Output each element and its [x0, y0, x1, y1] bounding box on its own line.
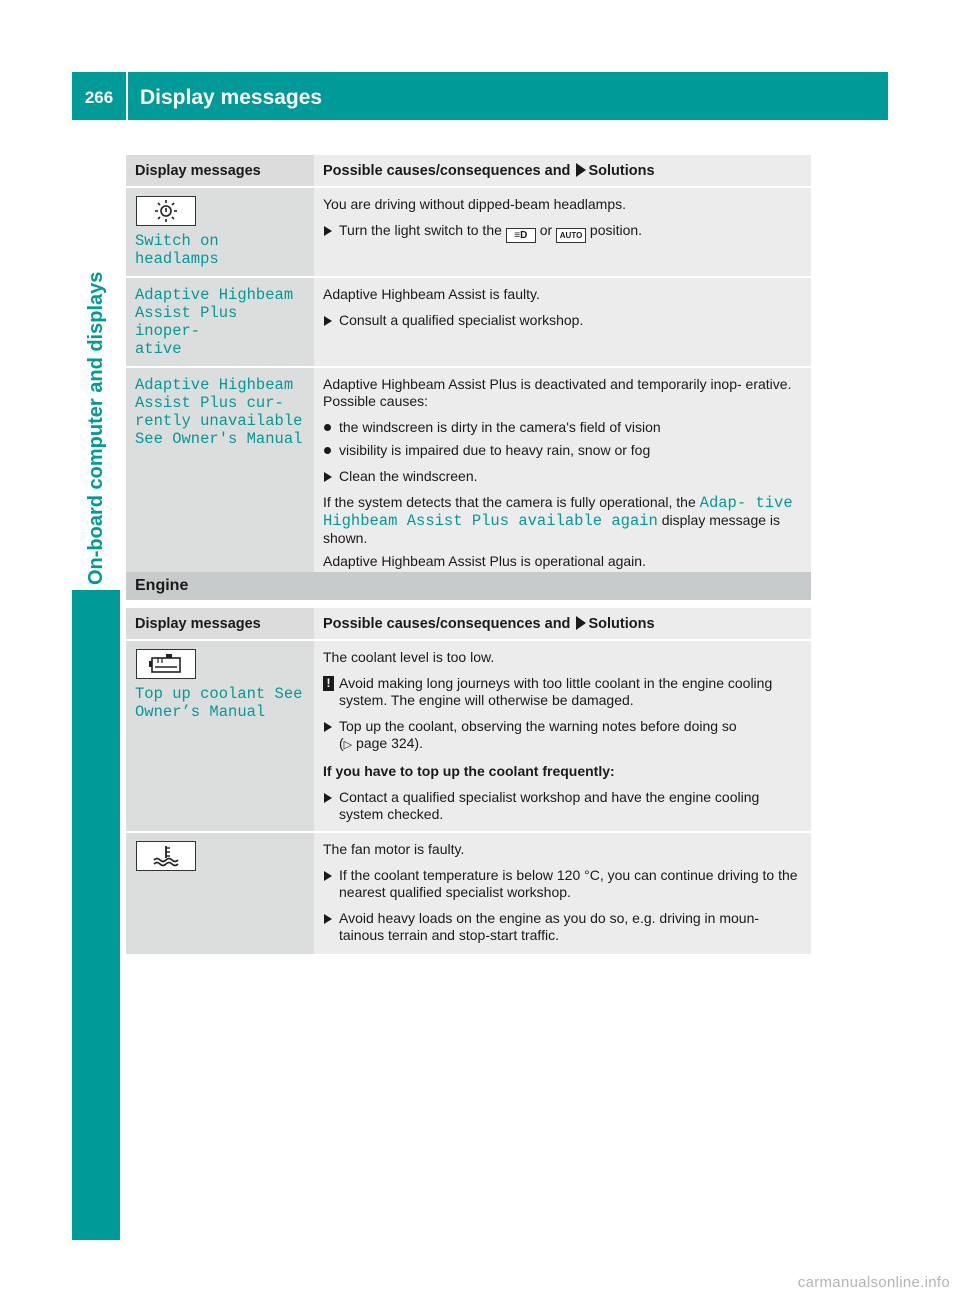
table-header-row [126, 608, 811, 640]
message-cell [126, 367, 314, 578]
section-title-bar [126, 572, 811, 600]
coolant-reservoir-icon [136, 649, 196, 679]
col-header-display-messages: Display messages [126, 608, 314, 640]
page-header [72, 72, 888, 120]
page-reference-icon: ▷ [343, 739, 353, 751]
table-row [126, 187, 811, 277]
solution-cell [314, 832, 811, 954]
col-header-display-messages: Display messages [126, 155, 314, 187]
headlamp-icon [136, 196, 196, 226]
coolant-temperature-icon [136, 841, 196, 871]
instruction-step: Contact a qualified specialist workshop and have the engine cooling system checked. [323, 789, 802, 823]
display-messages-table-engine [126, 608, 811, 954]
chapter-tab-marker [72, 590, 120, 1240]
table-header-row [126, 155, 811, 187]
table-row [126, 832, 811, 954]
table-row [126, 640, 811, 832]
message-ahap-inoperative: Adaptive Highbeam Assist Plus inoper‐ ative [135, 286, 294, 358]
warning-icon: ! [323, 676, 334, 691]
message-cell [126, 187, 314, 277]
cause-bullet: visibility is impaired due to heavy rain, snow or fog [323, 442, 802, 459]
result-text: If the system detects that the camera is fully operational, the Adap‐ tive Highbeam Assist Plus available again display message is shown. [323, 494, 793, 546]
instruction-step: Consult a qualified specialist workshop. [323, 312, 802, 329]
instruction-step: Top up the coolant, observing the warning notes before doing so (▷ page 324). [323, 718, 802, 754]
solution-cell [314, 367, 811, 578]
dipped-beam-icon: ≡D [506, 228, 536, 243]
warning-note: ! Avoid making long journeys with too little coolant in the engine cooling system. The engine will otherwise be damaged. [323, 675, 802, 709]
cause-text: Adaptive Highbeam Assist is faulty. [323, 286, 540, 302]
result-text: Adaptive Highbeam Assist Plus is operational again. [323, 553, 646, 569]
cause-bullet: the windscreen is dirty in the camera's field of vision [323, 419, 802, 436]
solution-cell [314, 187, 811, 277]
auto-light-icon: AUTO [556, 228, 586, 243]
message-switch-on-headlamps: Switch on headlamps [135, 232, 219, 268]
solutions-arrow-icon [576, 616, 586, 630]
message-top-up-coolant: Top up coolant See Owner’s Manual [135, 685, 303, 721]
message-ahap-unavailable: Adaptive Highbeam Assist Plus cur‐ rently unavailable See Owner's Manual [135, 376, 303, 448]
instruction-step: Turn the light switch to the ≡D or AUTO position. [323, 222, 802, 243]
table-row [126, 277, 811, 367]
message-cell [126, 832, 314, 954]
solutions-arrow-icon [576, 163, 586, 177]
col-header-causes: Possible causes/consequences and Solutions [314, 608, 811, 640]
cause-text: Adaptive Highbeam Assist Plus is deactivated and temporarily inop‐ erative. Possible causes: [323, 376, 792, 409]
col-header-causes: Possible causes/consequences and Solutions [314, 155, 811, 187]
instruction-step: If the coolant temperature is below 120 °C, you can continue driving to the nearest qualified specialist workshop. [323, 867, 802, 901]
cause-text: The coolant level is too low. [323, 649, 495, 665]
table-row [126, 367, 811, 578]
message-ahap-available-again: Adap‐ tive Highbeam Assist Plus available again [323, 494, 793, 530]
chapter-title: On-board computer and displays [85, 271, 107, 585]
page-number: 266 [84, 88, 114, 107]
display-messages-table-lights [126, 155, 811, 578]
watermark: carmanualsonline.info [797, 1274, 950, 1291]
header-divider [126, 72, 128, 120]
solution-cell [314, 640, 811, 832]
subheading: If you have to top up the coolant frequently: [323, 763, 615, 779]
cause-text: The fan motor is faulty. [323, 841, 465, 857]
chapter-sidebar [72, 120, 120, 585]
message-cell [126, 277, 314, 367]
solution-cell [314, 277, 811, 367]
section-title-engine: Engine [135, 577, 189, 594]
message-cell [126, 640, 314, 832]
page-title: Display messages [140, 86, 323, 109]
page-reference-link[interactable]: page 324). [356, 735, 423, 751]
cause-text: You are driving without dipped-beam headlamps. [323, 196, 627, 212]
instruction-step: Clean the windscreen. [323, 468, 802, 485]
instruction-step: Avoid heavy loads on the engine as you do so, e.g. driving in moun‐ tainous terrain and stop-start traffic. [323, 910, 802, 944]
